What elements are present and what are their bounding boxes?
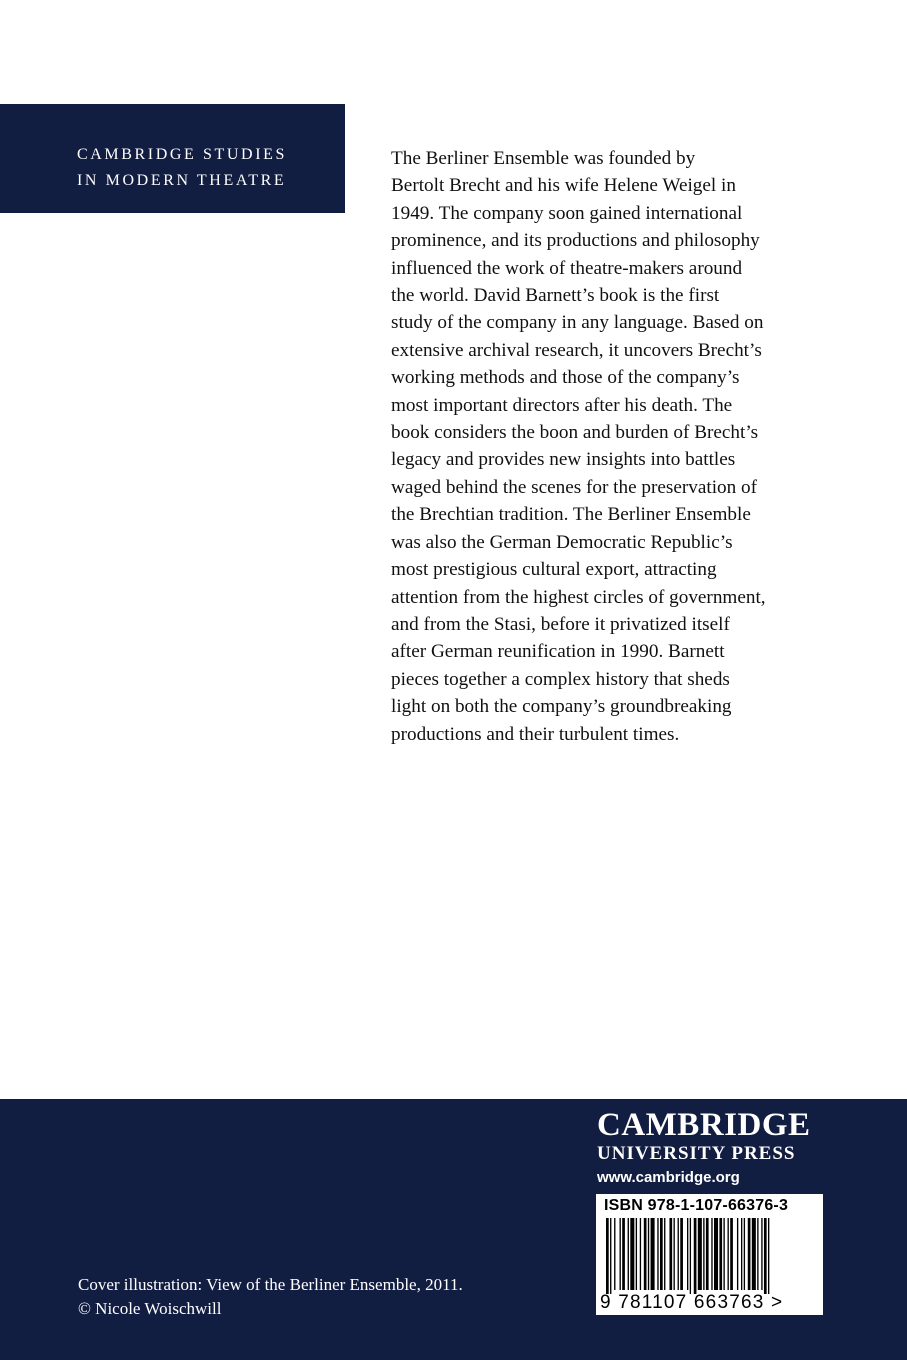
barcode-digits: 9 781107 663763 > bbox=[600, 1292, 784, 1313]
blurb-line: study of the company in any language. Based on bbox=[391, 312, 764, 334]
blurb-line: The Berliner Ensemble was founded by bbox=[391, 148, 696, 169]
barcode-bar bbox=[630, 1218, 634, 1290]
blurb-line: pieces together a complex history that sheds bbox=[391, 668, 730, 690]
blurb-line: was also the German Democratic Republic’s bbox=[391, 531, 733, 553]
barcode-bar bbox=[648, 1218, 649, 1290]
blurb-line: the world. David Barnett’s book is the first bbox=[391, 285, 720, 307]
blurb-line: book considers the boon and burden of Brecht’s bbox=[391, 422, 759, 444]
barcode-bar bbox=[622, 1218, 625, 1290]
barcode-bar bbox=[757, 1218, 758, 1290]
barcode-bar bbox=[687, 1218, 688, 1290]
series-title-line-2: IN MODERN THEATRE bbox=[77, 172, 287, 189]
barcode-bar bbox=[764, 1218, 767, 1294]
barcode-bar bbox=[737, 1218, 738, 1290]
barcode-bar bbox=[744, 1218, 745, 1290]
blurb-line: and from the Stasi, before it privatized itself bbox=[391, 613, 730, 635]
barcode-bar bbox=[741, 1218, 742, 1290]
blurb-line: working methods and those of the company’s bbox=[391, 367, 740, 389]
blurb-line: legacy and provides new insights into battles bbox=[391, 449, 736, 471]
barcode-bar bbox=[728, 1218, 729, 1290]
barcode-bar bbox=[761, 1218, 762, 1290]
barcode-bar bbox=[723, 1218, 724, 1290]
barcode-bar bbox=[680, 1218, 683, 1290]
barcode-bar bbox=[636, 1218, 637, 1290]
publisher-url[interactable]: www.cambridge.org bbox=[597, 1169, 740, 1186]
blurb-line: extensive archival research, it uncovers Brecht’s bbox=[391, 339, 762, 361]
cover-credit bbox=[78, 1273, 463, 1321]
barcode-bar bbox=[640, 1218, 641, 1290]
barcode-bar bbox=[714, 1218, 718, 1290]
blurb-line: attention from the highest circles of government, bbox=[391, 586, 766, 608]
barcode-bar bbox=[614, 1218, 615, 1290]
barcode-bar bbox=[678, 1218, 679, 1290]
barcode-bar bbox=[628, 1218, 629, 1290]
barcode-bar bbox=[606, 1218, 609, 1294]
barcode-bar bbox=[610, 1218, 611, 1294]
isbn-label: ISBN 978-1-107-66376-3 bbox=[604, 1197, 789, 1214]
barcode-bar bbox=[703, 1218, 704, 1290]
barcode-panel bbox=[596, 1194, 823, 1315]
barcode-bar bbox=[620, 1218, 621, 1290]
barcode-bar bbox=[719, 1218, 722, 1290]
blurb-line: most important directors after his death. The bbox=[391, 394, 733, 416]
barcode-bar bbox=[768, 1218, 769, 1294]
barcode-bar bbox=[690, 1218, 691, 1294]
cover-credit-line-2: © Nicole Woischwill bbox=[78, 1299, 222, 1318]
barcode-bar bbox=[730, 1218, 733, 1290]
blurb-line: prominence, and its productions and philosophy bbox=[391, 230, 760, 252]
blurb-line: after German reunification in 1990. Barnett bbox=[391, 641, 725, 663]
publisher-subtitle: UNIVERSITY PRESS bbox=[597, 1143, 796, 1164]
blurb-line: influenced the work of theatre-makers around bbox=[391, 257, 743, 279]
barcode-bar bbox=[752, 1218, 756, 1290]
blurb-line: productions and their turbulent times. bbox=[391, 723, 680, 745]
barcode-bar bbox=[674, 1218, 675, 1290]
barcode-bar bbox=[669, 1218, 672, 1290]
barcode-bar bbox=[664, 1218, 665, 1290]
blurb-line: the Brechtian tradition. The Berliner Ensemble bbox=[391, 504, 751, 526]
publisher-logo bbox=[597, 1108, 811, 1189]
blurb-line: light on both the company’s groundbreaking bbox=[391, 696, 732, 718]
barcode-bar bbox=[651, 1218, 655, 1290]
blurb-line: most prestigious cultural export, attracting bbox=[391, 559, 717, 581]
barcode-bar bbox=[698, 1218, 702, 1290]
barcode-bar bbox=[711, 1218, 712, 1290]
barcode-bar bbox=[694, 1218, 697, 1294]
series-title-line-1: CAMBRIDGE STUDIES bbox=[77, 146, 287, 163]
blurb-line: Bertolt Brecht and his wife Helene Weigel in bbox=[391, 175, 736, 197]
cover-credit-line-1: Cover illustration: View of the Berliner Ensemble, 2011. bbox=[78, 1275, 463, 1294]
barcode-bar bbox=[748, 1218, 751, 1290]
publisher-name: CAMBRIDGE bbox=[597, 1107, 811, 1143]
book-blurb bbox=[391, 145, 841, 748]
blurb-line: 1949. The company soon gained international bbox=[391, 202, 743, 224]
barcode-bar bbox=[657, 1218, 658, 1290]
barcode-bar bbox=[660, 1218, 663, 1290]
barcode-bar bbox=[706, 1218, 709, 1290]
barcode-bar bbox=[644, 1218, 647, 1290]
blurb-line: waged behind the scenes for the preservation of bbox=[391, 476, 758, 498]
